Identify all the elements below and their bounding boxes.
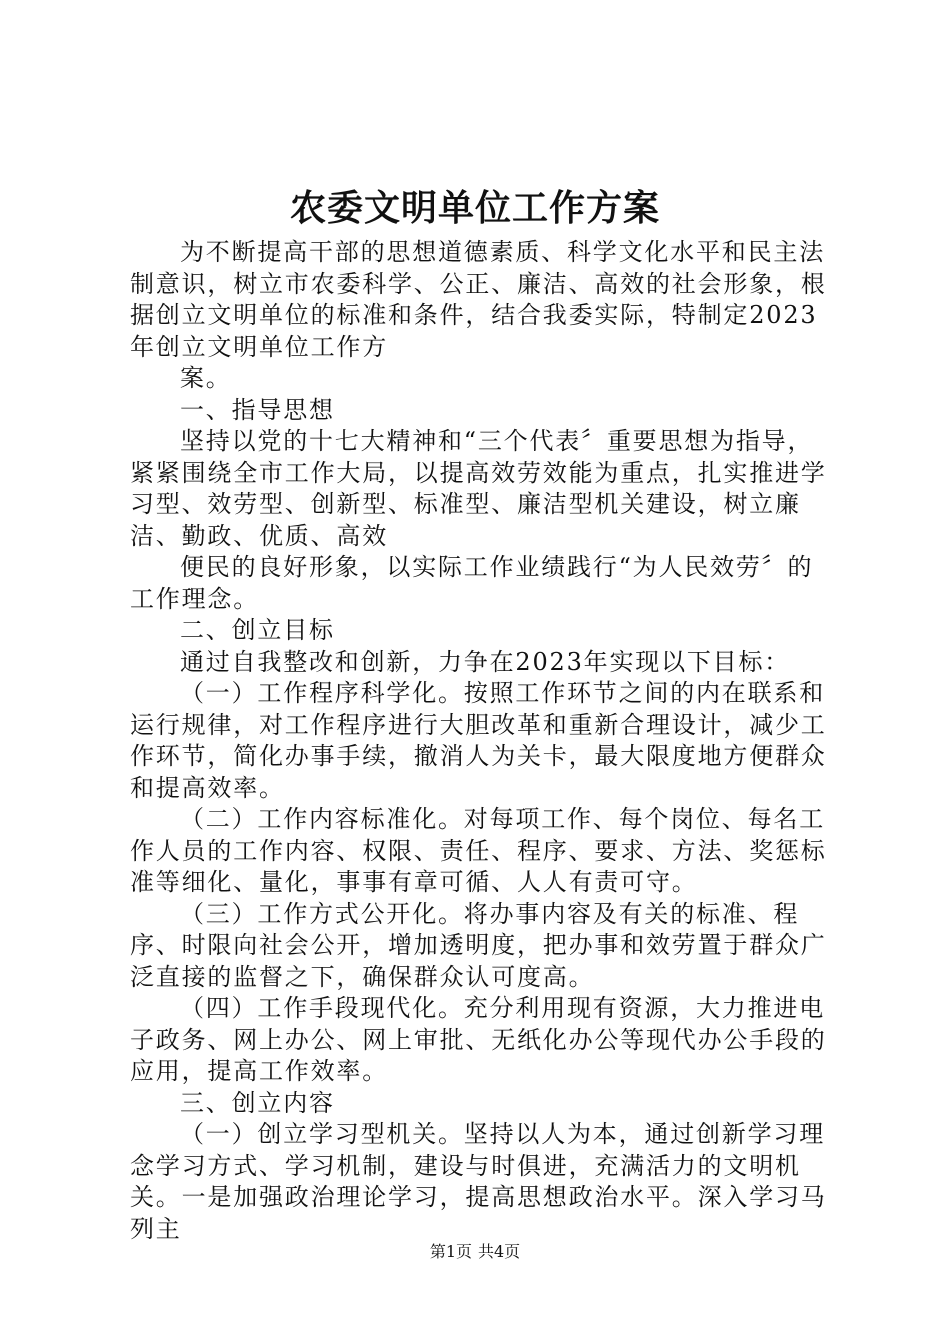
paragraph-guiding-ideology-cont: 便民的良好形象，以实际工作业绩践行“为人民效劳〞的工作理念。 — [130, 553, 814, 613]
section-heading-guiding-ideology: 一、指导思想 — [180, 395, 335, 424]
document-body — [130, 237, 830, 1245]
section-heading-content: 三、创立内容 — [180, 1088, 335, 1117]
page-total: 共4页 — [478, 1242, 521, 1261]
paragraph-content-1: （一）创立学习型机关。坚持以人为本，通过创新学习理念学习方式、学习机制，建设与时俱进，充满活力的文明机关。一是加强政治理论学习，提高思想政治水平。深入学习马列主 — [130, 1120, 827, 1243]
paragraph-goal-4: （四）工作手段现代化。充分利用现有资源，大力推进电子政务、网上办公、网上审批、无纸化办公等现代办公手段的应用，提高工作效率。 — [130, 994, 827, 1085]
paragraph-goals-intro: 通过自我整改和创新，力争在2023年实现以下目标： — [180, 647, 791, 676]
page-footer — [0, 1240, 950, 1264]
page-number: 第1页 — [429, 1242, 472, 1261]
paragraph-goal-3: （三）工作方式公开化。将办事内容及有关的标准、程序、时限向社会公开，增加透明度，把办事和效劳置于群众广泛直接的监督之下，确保群众认可度高。 — [130, 899, 827, 991]
section-heading-goals: 二、创立目标 — [180, 616, 335, 644]
paragraph-intro-end: 案。 — [180, 364, 232, 392]
document-title: 农委文明单位工作方案 — [289, 187, 660, 229]
paragraph-goal-1: （一）工作程序科学化。按照工作环节之间的内在联系和运行规律，对工作程序进行大胆改革和重新合理设计，减少工作环节，简化办事手续，撤消人为关卡，最大限度地方便群众和提高效率。 — [130, 679, 827, 802]
paragraph-goal-2: （二）工作内容标准化。对每项工作、每个岗位、每名工作人员的工作内容、权限、责任、程序、要求、方法、奖惩标准等细化、量化，事事有章可循、人人有责可守。 — [130, 805, 827, 896]
paragraph-intro: 为不断提高干部的思想道德素质、科学文化水平和民主法制意识，树立市农委科学、公正、廉洁、高效的社会形象，根据创立文明单位的标准和条件，结合我委实际，特制定2023年创立文明单位工作方 — [130, 238, 827, 361]
paragraph-guiding-ideology: 坚持以党的十七大精神和“三个代表〞重要思想为指导，紧紧围绕全市工作大局，以提高效劳效能为重点，扎实推进学习型、效劳型、创新型、标准型、廉洁型机关建设，树立廉洁、勤政、优质、高效 — [130, 427, 827, 550]
